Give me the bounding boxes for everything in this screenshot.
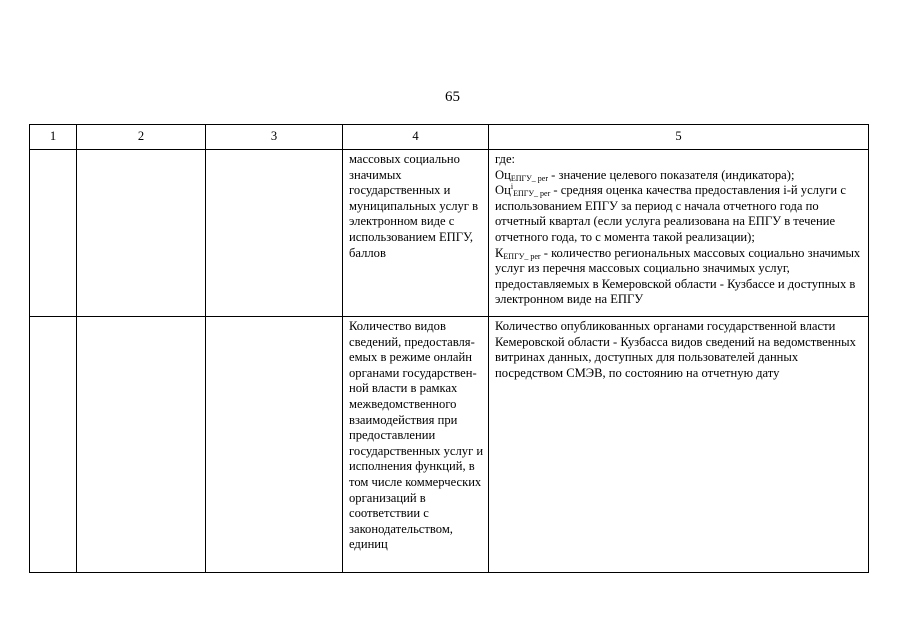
- column-header-1: 1: [30, 125, 77, 150]
- formula-legend-cell: [489, 150, 869, 317]
- formula-superscript: i: [510, 182, 514, 192]
- column-header-3: 3: [206, 125, 343, 150]
- legend-text: - значение целевого показателя (индикатора);: [548, 167, 795, 182]
- column-header-5: 5: [489, 125, 869, 150]
- formula-symbol: К: [495, 245, 504, 260]
- formula-symbol: Оц: [495, 183, 511, 198]
- page-number: 65: [445, 89, 460, 105]
- legend-item-service-count: [495, 246, 860, 307]
- formula-subscript: ЕПГУ_ per: [513, 189, 551, 199]
- cell-col2: [77, 150, 206, 317]
- indicator-name-cell: Количество видов сведений, предоставля-емых в режиме онлайн органами государствен-ной власти в рамках межведомственного взаимодействия при предоставлении государственных услуг и исполнения функций, в том числе коммерческих организаций в соответствии с законодательством, единиц: [343, 317, 489, 573]
- column-header-2: 2: [77, 125, 206, 150]
- legend-item-average-rating: [495, 183, 846, 244]
- column-header-4: 4: [343, 125, 489, 150]
- cell-col1: [30, 150, 77, 317]
- indicator-name-cell: массовых социально значимых государственных и муниципальных услуг в электронном виде с использованием ЕПГУ, баллов: [343, 150, 489, 317]
- legend-text: - количество региональных массовых социально значимых услуг из перечня массовых социально значимых услуг, предоставляемых в Кемеровской области - Кузбассе и доступных в электронном виде на ЕПГУ: [495, 245, 861, 307]
- table-row: [30, 317, 869, 573]
- table-header-row: [30, 125, 869, 150]
- legend-intro: где:: [495, 152, 516, 166]
- cell-col2: [77, 317, 206, 573]
- formula-subscript: ЕПГУ_ per: [510, 173, 549, 183]
- cell-col3: [206, 317, 343, 573]
- formula-symbol: Оц: [495, 167, 511, 182]
- cell-col1: [30, 317, 77, 573]
- legend-item-target-value: [495, 168, 794, 182]
- calculation-method-cell: Количество опубликованных органами государственной власти Кемеровской области - Кузбасса видов сведений на ведомственных витринах данных, доступных для пользователей данных посредством СМЭВ, по состоянию на отчетную дату: [489, 317, 869, 573]
- cell-col3: [206, 150, 343, 317]
- legend-text: - средняя оценка качества предоставления i-й услуги с использованием ЕПГУ за период с начала отчетного года по отчетный квартал (если услуга реализована на ЕПГУ в течение отчетного года, то с момента такой реализации);: [495, 183, 846, 244]
- table-row: [30, 150, 869, 317]
- indicator-table: [29, 124, 869, 573]
- formula-subscript: ЕПГУ_ per: [503, 251, 541, 261]
